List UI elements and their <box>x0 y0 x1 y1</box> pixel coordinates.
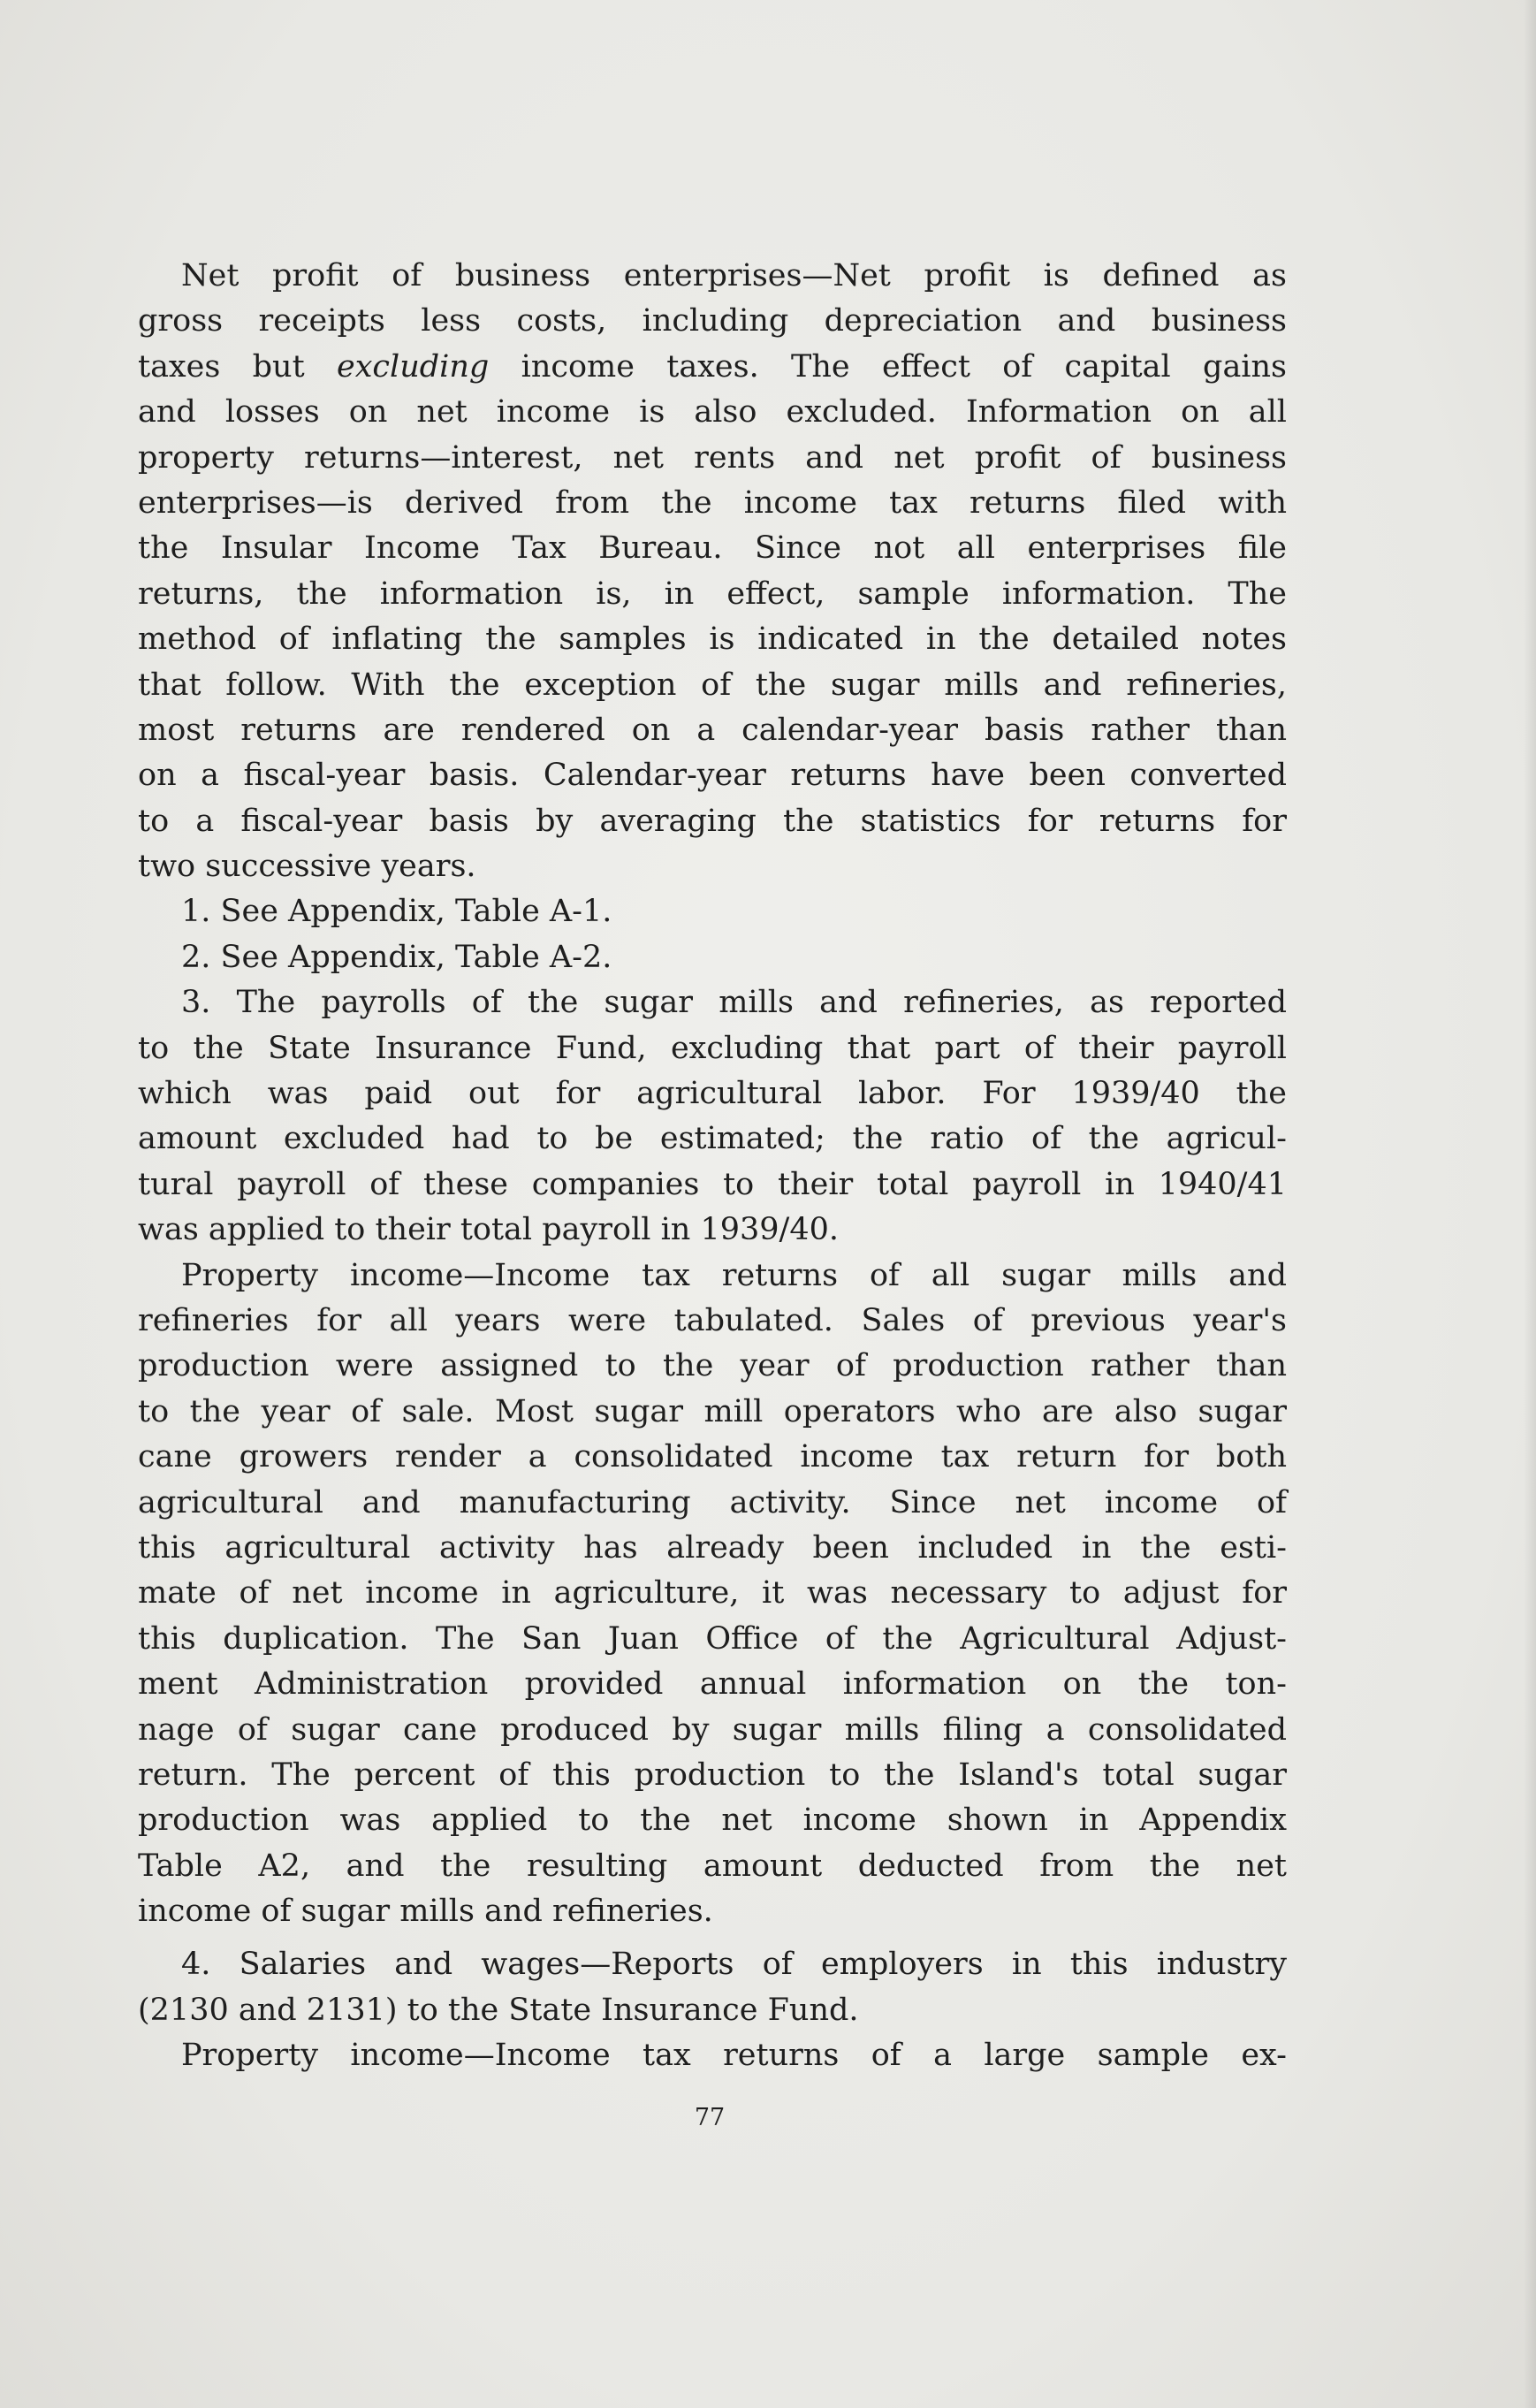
text-line: mate of net income in agriculture, it was necessary to adjust for <box>138 1575 1287 1612</box>
italic-text: excluding <box>336 348 490 385</box>
text-line: this agricultural activity has already been included in the esti- <box>138 1529 1287 1566</box>
text-line: Net profit of business enterprises—Net profit is defined as <box>181 258 1287 293</box>
paragraph <box>138 2033 1287 2078</box>
text-line: 2. See Appendix, Table A-2. <box>181 939 612 975</box>
text-line: 1. See Appendix, Table A-1. <box>181 894 612 930</box>
text-line: and losses on net income is also excluded. Information on all <box>138 394 1287 431</box>
text-line: property returns—interest, net rents and net profit of business <box>138 439 1287 476</box>
text-line: ment Administration provided annual information on the ton- <box>138 1666 1287 1703</box>
text-line: method of inflating the samples is indicated in the detailed notes <box>138 621 1287 658</box>
text-line: production was applied to the net income shown in Appendix <box>138 1802 1287 1839</box>
paragraph <box>138 889 1287 934</box>
paragraph <box>138 980 1287 1253</box>
text-line: Table A2, and the resulting amount deducted from the net <box>138 1848 1287 1884</box>
text-line: (2130 and 2131) to the State Insurance Fund. <box>138 1992 859 2028</box>
text-line: on a fiscal-year basis. Calendar-year returns have been converted <box>138 758 1287 794</box>
text-line: tural payroll of these companies to their total payroll in 1940/41 <box>138 1166 1287 1202</box>
text-line: 3. The payrolls of the sugar mills and refineries, as reported <box>181 985 1287 1021</box>
text-line: to a fiscal-year basis by averaging the statistics for returns for <box>138 803 1287 839</box>
text-segment: taxes but <box>138 348 337 385</box>
paragraph <box>138 935 1287 980</box>
text-line: enterprises—is derived from the income tax returns filed with <box>138 484 1287 521</box>
text-line: to the year of sale. Most sugar mill operators who are also sugar <box>138 1393 1287 1429</box>
text-line: most returns are rendered on a calendar-year basis rather than <box>138 712 1287 748</box>
paragraph <box>138 1254 1287 1935</box>
text-line: to the State Insurance Fund, excluding that part of their payroll <box>138 1030 1287 1066</box>
text-line: return. The percent of this production to the Island's total sugar <box>138 1756 1287 1793</box>
text-line: agricultural and manufacturing activity. Since net income of <box>138 1484 1287 1520</box>
text-segment: income taxes. The effect of capital gains <box>489 348 1288 385</box>
text-line: cane growers render a consolidated income tax return for both <box>138 1439 1287 1475</box>
text-line: which was paid out for agricultural labor. For 1939/40 the <box>138 1076 1287 1112</box>
text-line: production were assigned to the year of production rather than <box>138 1348 1287 1384</box>
text-line: was applied to their total payroll in 1939/40. <box>138 1212 839 1248</box>
text-line: Property income—Income tax returns of a large sample ex- <box>181 2038 1287 2074</box>
text-line: gross receipts less costs, including depreciation and business <box>138 303 1287 339</box>
page-edge-shadow <box>1524 0 1536 2408</box>
body-text <box>138 254 1287 2079</box>
page-number: 77 <box>694 2104 726 2131</box>
text-line: Property income—Income tax returns of all sugar mills and <box>181 1257 1287 1293</box>
text-line: 4. Salaries and wages—Reports of employers in this industry <box>181 1947 1287 1983</box>
text-line: two successive years. <box>138 849 476 885</box>
text-line: nage of sugar cane produced by sugar mills filing a consolidated <box>138 1711 1287 1748</box>
text-line: returns, the information is, in effect, sample information. The <box>138 575 1287 612</box>
text-line: amount excluded had to be estimated; the ratio of the agricul- <box>138 1121 1287 1157</box>
text-line: that follow. With the exception of the sugar mills and refineries, <box>138 667 1287 703</box>
text-line <box>138 345 1287 390</box>
paragraph <box>138 254 1287 889</box>
text-line: the Insular Income Tax Bureau. Since not all enterprises file <box>138 530 1287 567</box>
text-line: income of sugar mills and refineries. <box>138 1894 713 1930</box>
paragraph <box>138 1942 1287 2033</box>
text-line: this duplication. The San Juan Office of the Agricultural Adjust- <box>138 1620 1287 1657</box>
text-line: refineries for all years were tabulated. Sales of previous year's <box>138 1302 1287 1338</box>
